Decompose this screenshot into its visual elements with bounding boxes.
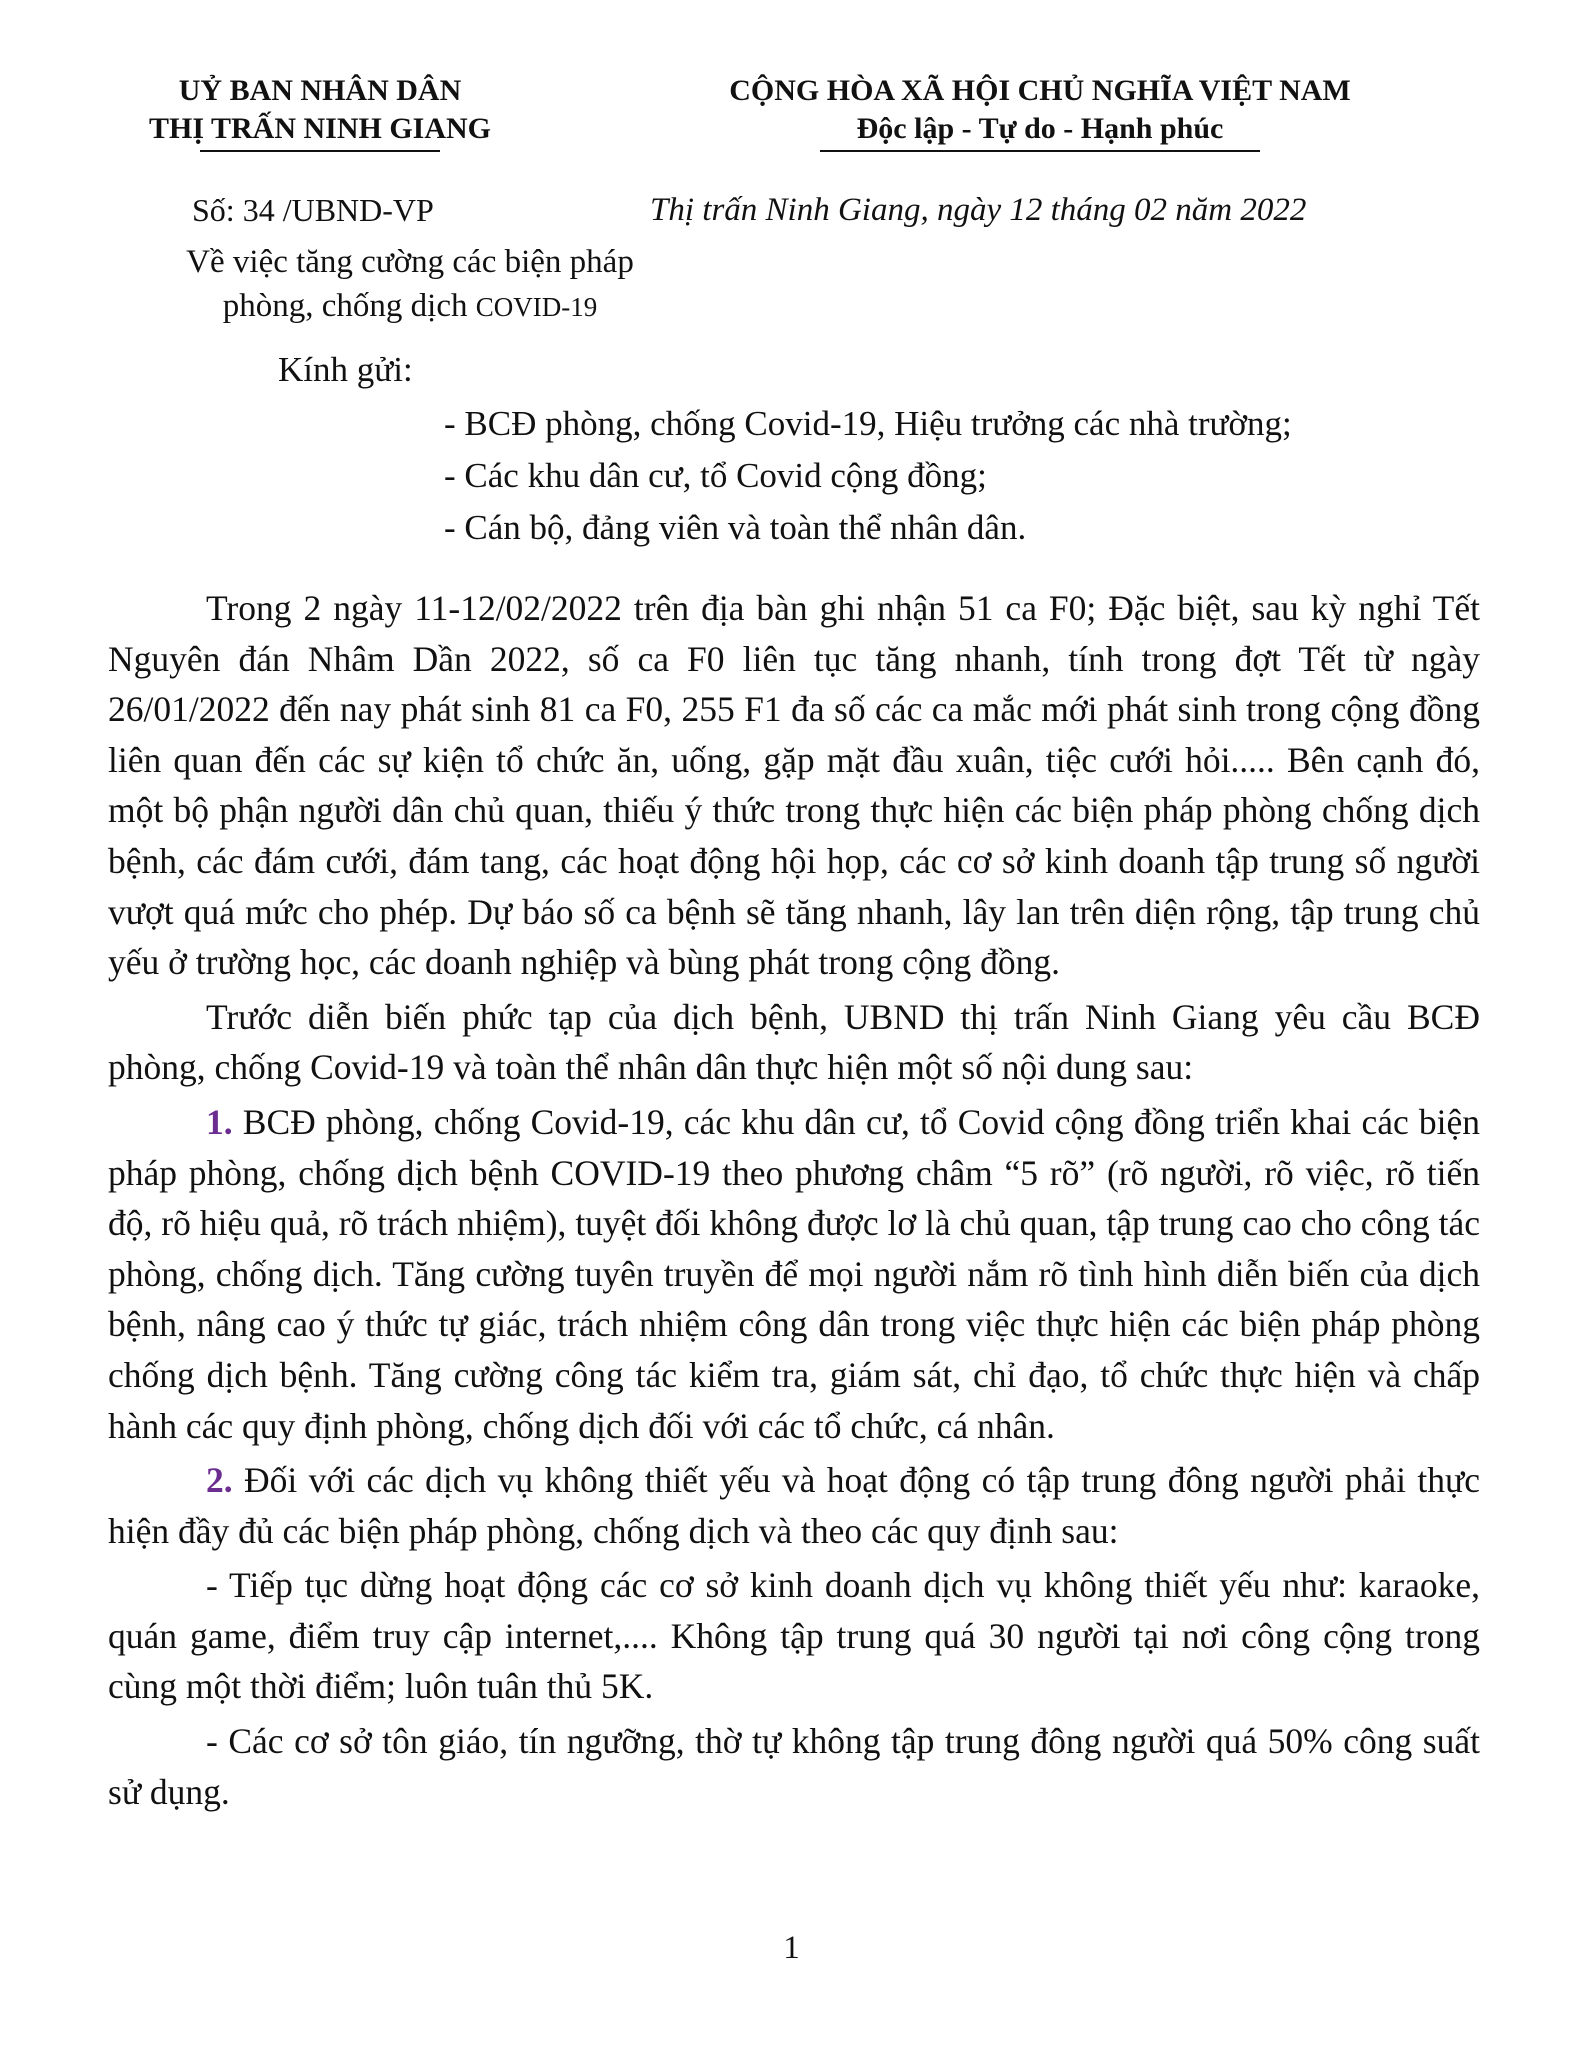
nation-line-1: CỘNG HÒA XÃ HỘI CHỦ NGHĨA VIỆT NAM <box>729 74 1351 107</box>
place-and-date: Thị trấn Ninh Giang, ngày 12 tháng 02 năm 2022 <box>650 192 1307 228</box>
recipient-item: - Cán bộ, đảng viên và toàn thể nhân dân. <box>444 508 1027 547</box>
paragraph-item-1: 1. BCĐ phòng, chống Covid-19, các khu dân cư, tổ Covid cộng đồng triển khai các biện pháp phòng, chống dịch bệnh COVID-19 theo phương châm “5 rõ” (rõ người, rõ việc, rõ tiến độ, rõ hiệu quả, rõ trách nhiệm), tuyệt đối không được lơ là chủ quan, tập trung cao cho công tác phòng, chống dịch. Tăng cường tuyên truyền để mọi người nắm rõ tình hình diễn biến của dịch bệnh, nâng cao ý thức tự giác, trách nhiệm công dân trong việc thực hiện các biện pháp phòng chống dịch bệnh. Tăng cường công tác kiểm tra, giám sát, chỉ đạo, tổ chức thực hiện và chấp hành các quy định phòng, chống dịch đối với các tổ chức, cá nhân. <box>108 1101 1480 1446</box>
item-number: 1. <box>206 1101 233 1142</box>
motto-underline <box>820 150 1260 152</box>
paragraph-request: Trước diễn biến phức tạp của dịch bệnh, UBND thị trấn Ninh Giang yêu cầu BCĐ phòng, chống Covid-19 và toàn thể nhân dân thực hiện một số nội dung sau: <box>108 996 1480 1088</box>
document-subject <box>130 240 690 329</box>
nation-line-2: Độc lập - Tự do - Hạnh phúc <box>660 110 1420 152</box>
paragraph-bullet-services: - Tiếp tục dừng hoạt động các cơ sở kinh doanh dịch vụ không thiết yếu như: karaoke, quán game, điểm truy cập internet,.... Không tập trung quá 30 người tại nơi công cộng trong cùng một thời điểm; luôn tuân thủ 5K. <box>108 1565 1480 1707</box>
subject-line-1: Về việc tăng cường các biện pháp <box>186 244 634 280</box>
recipients-label: Kính gửi: <box>278 350 413 389</box>
recipients-list <box>444 398 1292 554</box>
recipient-item: - BCĐ phòng, chống Covid-19, Hiệu trưởng các nhà trường; <box>444 404 1292 443</box>
authority-line-2: THỊ TRẤN NINH GIANG <box>110 110 530 152</box>
recipient-item: - Các khu dân cư, tổ Covid cộng đồng; <box>444 456 987 495</box>
page-number: 1 <box>783 1930 800 1966</box>
issuing-authority <box>110 72 530 152</box>
document-body <box>108 583 1480 1821</box>
document-number: Số: 34 /UBND-VP <box>192 192 434 228</box>
item-number: 2. <box>206 1460 233 1501</box>
paragraph-situation: Trong 2 ngày 11-12/02/2022 trên địa bàn ghi nhận 51 ca F0; Đặc biệt, sau kỳ nghỉ Tết Nguyên đán Nhâm Dần 2022, số ca F0 liên tục tăng nhanh, tính trong đợt Tết từ ngày 26/01/2022 đến nay phát sinh 81 ca F0, 255 F1 đa số các ca mắc mới phát sinh trong cộng đồng liên quan đến các sự kiện tổ chức ăn, uống, gặp mặt đầu xuân, tiệc cưới hỏi..... Bên cạnh đó, một bộ phận người dân chủ quan, thiếu ý thức trong thực hiện các biện pháp phòng chống dịch bệnh, các đám cưới, đám tang, các hoạt động hội họp, các cơ sở kinh doanh tập trung số người vượt quá mức cho phép. Dự báo số ca bệnh sẽ tăng nhanh, lây lan trên diện rộng, tập trung chủ yếu ở trường học, các doanh nghiệp và bùng phát trong cộng đồng. <box>108 588 1480 983</box>
paragraph-bullet-religious: - Các cơ sở tôn giáo, tín ngưỡng, thờ tự không tập trung đông người quá 50% công suất sử dụng. <box>108 1721 1480 1812</box>
authority-line-1: UỶ BAN NHÂN DÂN <box>178 74 462 107</box>
authority-underline <box>200 150 440 152</box>
paragraph-item-2: 2. Đối với các dịch vụ không thiết yếu và hoạt động có tập trung đông người phải thực hiện đầy đủ các biện pháp phòng, chống dịch và theo các quy định sau: <box>108 1460 1480 1551</box>
national-heading <box>660 72 1420 152</box>
subject-line-2: phòng, chống dịch COVID-19 <box>222 288 598 324</box>
